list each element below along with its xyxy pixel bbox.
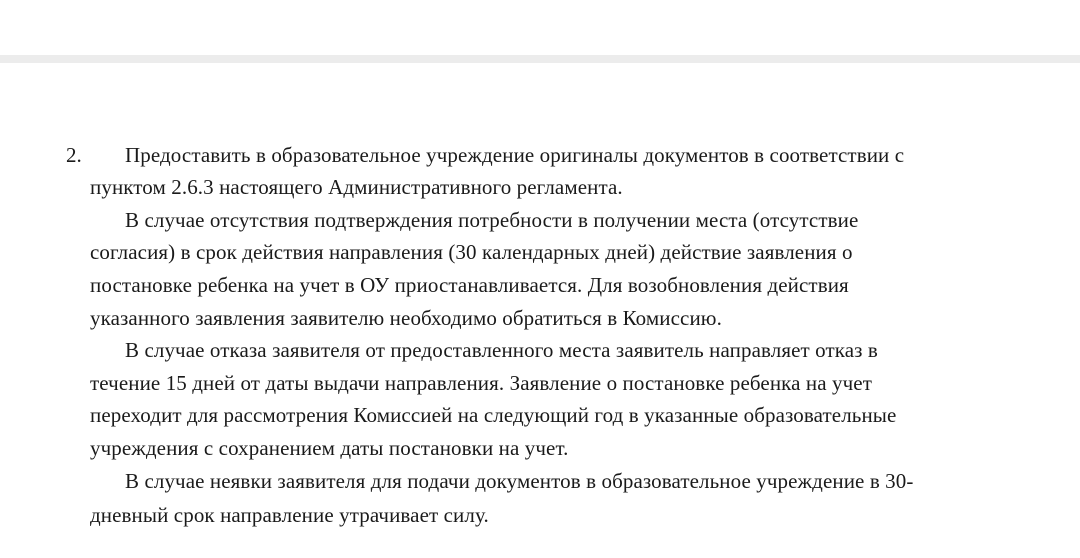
paragraph-2-line-3: переходит для рассмотрения Комиссией на следующий год в указанные образовательные: [90, 403, 897, 427]
paragraph-1-line-1: В случае отсутствия подтверждения потребности в получении места (отсутствие: [125, 208, 859, 232]
paragraph-2-line-4: учреждения с сохранением даты постановки на учет.: [90, 436, 569, 460]
paragraph-3-line-1: В случае неявки заявителя для подачи документов в образовательное учреждение в 30-: [125, 469, 914, 493]
paragraph-2-line-2: течение 15 дней от даты выдачи направления. Заявление о постановке ребенка на учет: [90, 371, 872, 395]
paragraph-1-line-4: указанного заявления заявителю необходимо обратиться в Комиссию.: [90, 306, 722, 330]
item-line-1: Предоставить в образовательное учреждение оригиналы документов в соответствии с: [125, 143, 905, 167]
list-item-number: 2.: [66, 143, 82, 167]
paragraph-3-line-2: дневный срок направление утрачивает силу.: [90, 503, 489, 527]
paragraph-2-line-1: В случае отказа заявителя от предоставленного места заявитель направляет отказ в: [125, 338, 878, 362]
paragraph-1-line-2: согласия) в срок действия направления (30 календарных дней) действие заявления о: [90, 240, 853, 264]
item-line-2: пунктом 2.6.3 настоящего Административного регламента.: [90, 175, 623, 199]
paragraph-1-line-3: постановке ребенка на учет в ОУ приостанавливается. Для возобновления действия: [90, 273, 849, 297]
